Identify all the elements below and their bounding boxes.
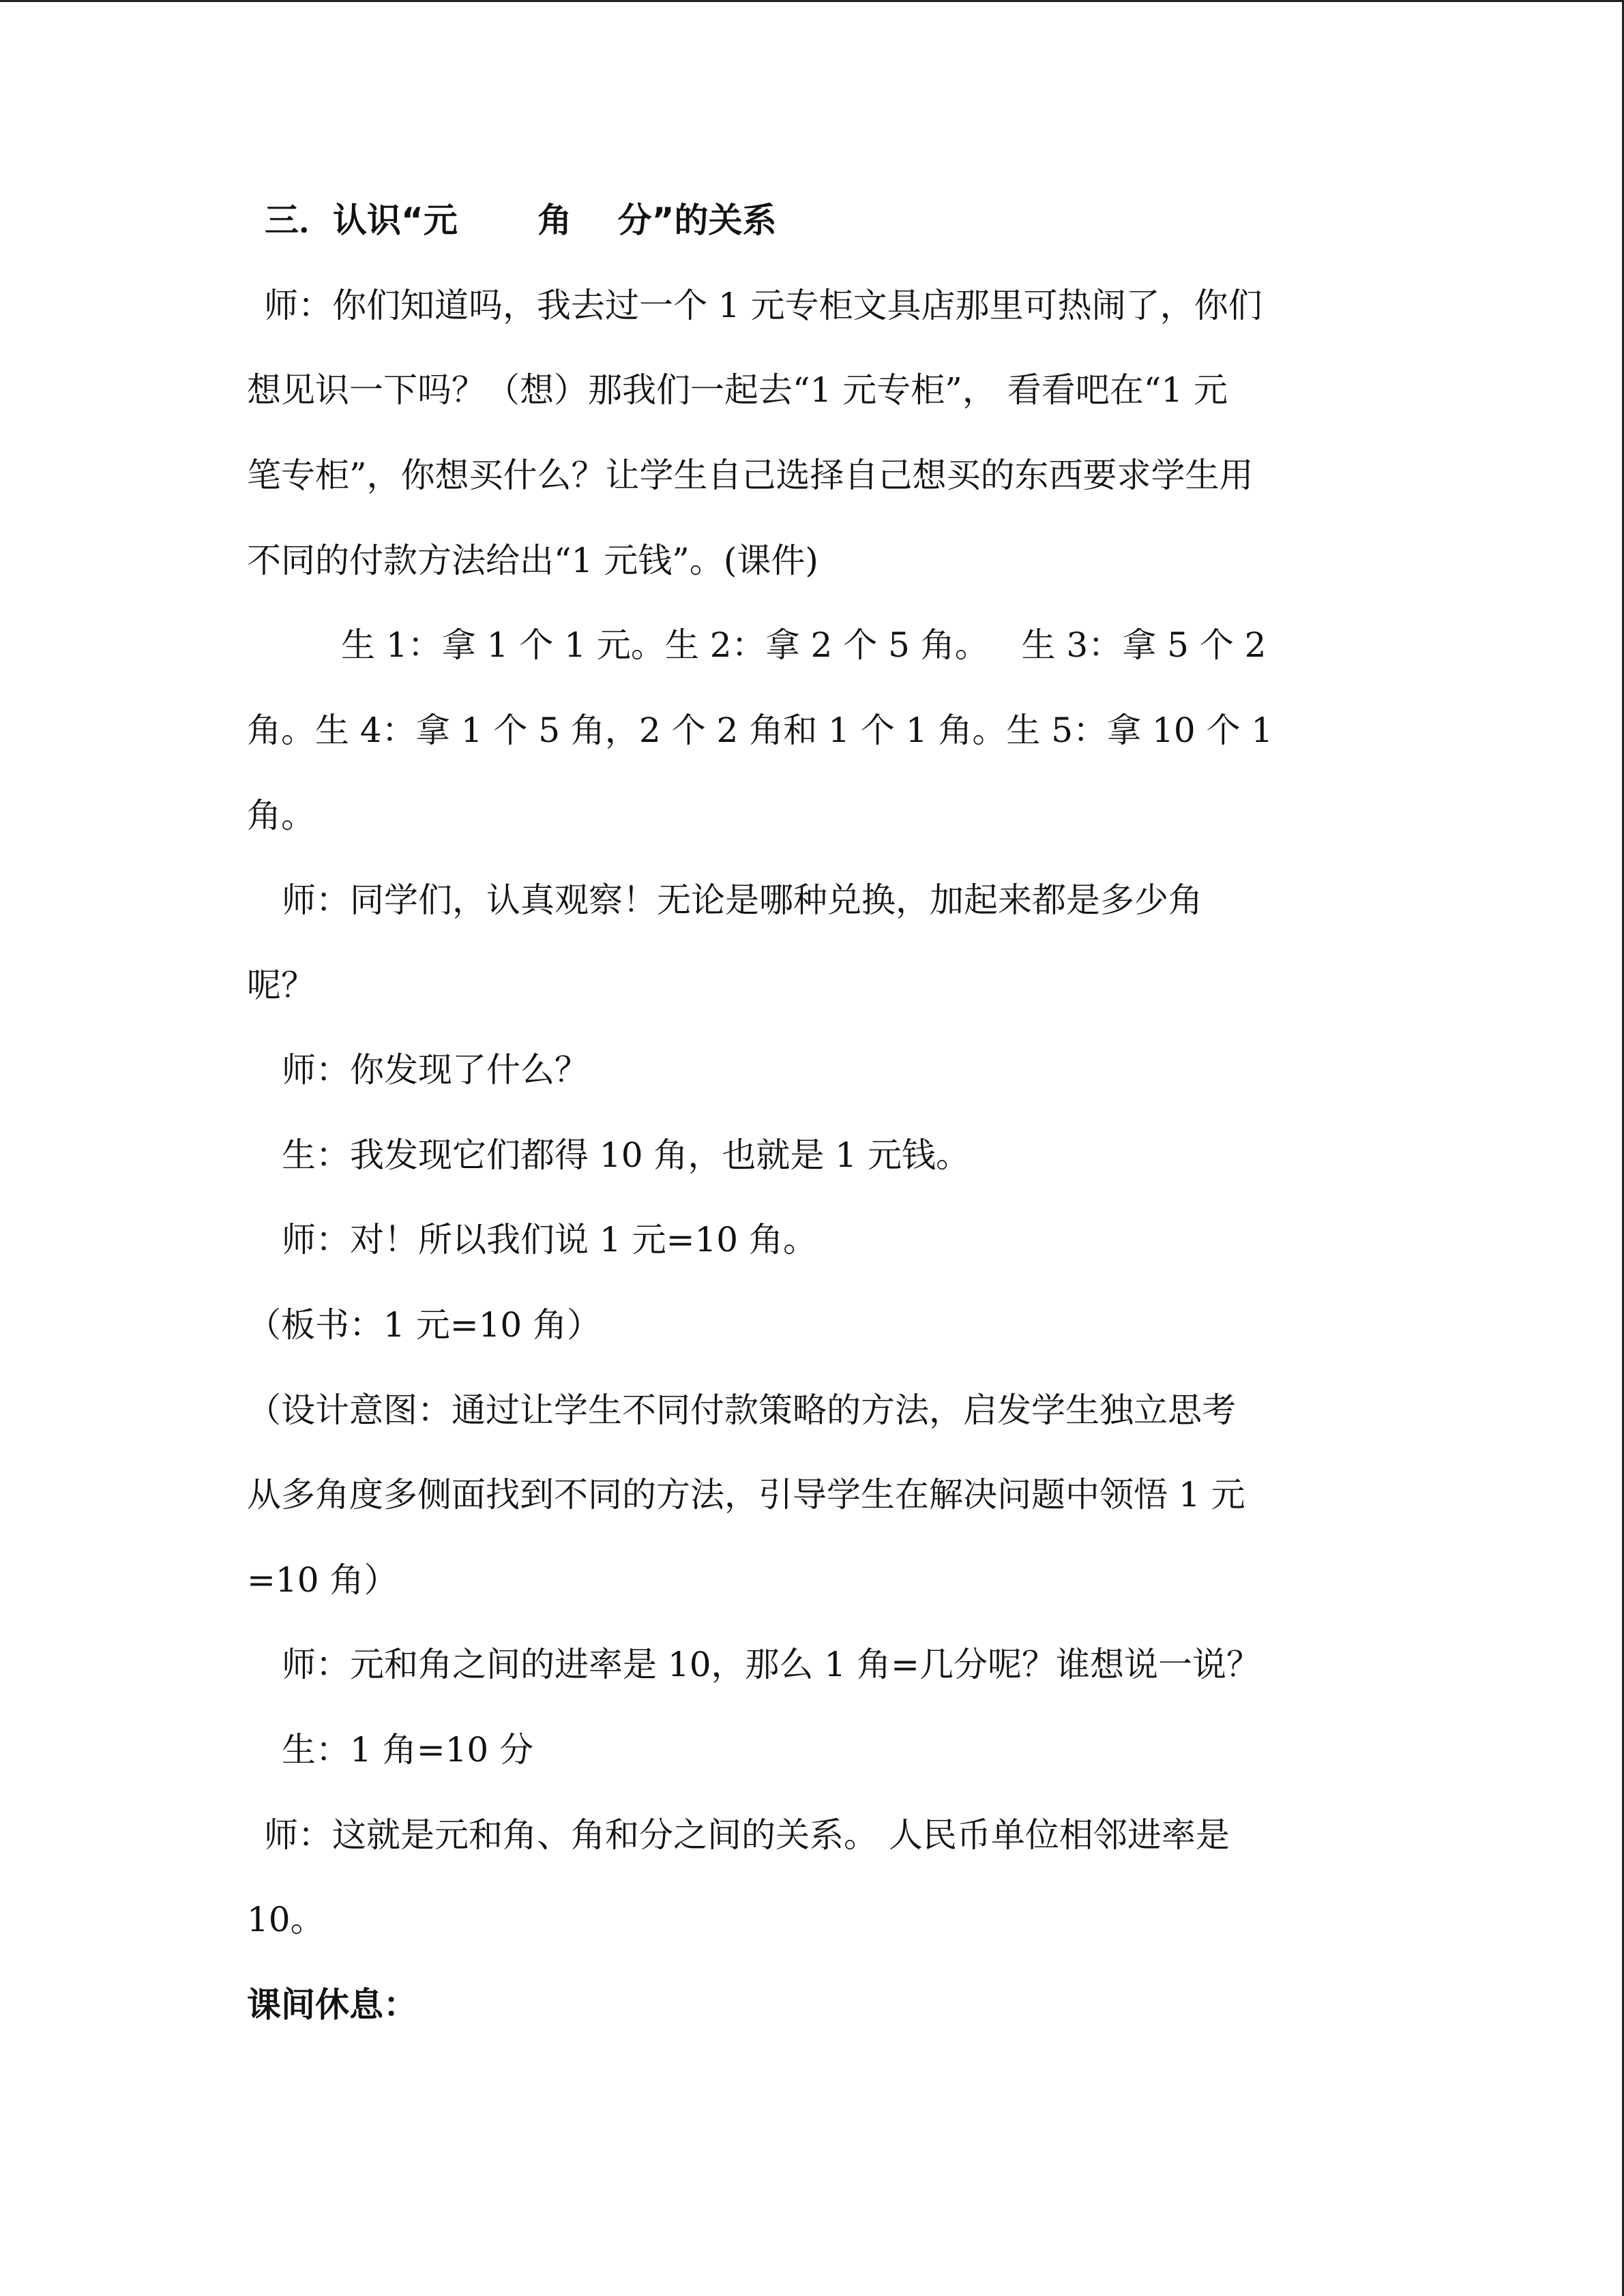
paragraph-line: 师：元和角之间的进率是 10，那么 1 角=几分呢？谁想说一说？: [282, 1645, 1261, 1684]
paragraph-line: 想见识一下吗？（想）那我们一起去“1 元专柜”， 看看吧在“1 元: [247, 370, 1228, 410]
paragraph-line: （板书：1 元=10 角）: [247, 1305, 602, 1345]
paragraph-line: 不同的付款方法给出“1 元钱”。(课件): [247, 541, 818, 580]
paragraph-line: 10。: [247, 1900, 325, 1939]
paragraph-line: 生：1 角=10 分: [282, 1730, 534, 1770]
paragraph-line: =10 角）: [247, 1560, 398, 1600]
page-top-border: [0, 0, 1624, 2]
paragraph-line: 角。: [247, 796, 315, 835]
paragraph-line: 师：这就是元和角、角和分之间的关系。 人民币单位相邻进率是: [264, 1815, 1230, 1855]
section-heading: 三．认识“元 角 分”的关系: [265, 200, 777, 240]
paragraph-line: 笔专柜”，你想买什么？让学生自己选择自己想买的东西要求学生用: [247, 456, 1254, 495]
paragraph-line: 师：对！所以我们说 1 元=10 角。: [282, 1220, 818, 1259]
paragraph-line: 从多角度多侧面找到不同的方法，引导学生在解决问题中领悟 1 元: [247, 1475, 1245, 1515]
paragraph-line: 生：我发现它们都得 10 角，也就是 1 元钱。: [282, 1135, 971, 1175]
paragraph-line: 生 1：拿 1 个 1 元。生 2：拿 2 个 5 角。 生 3：拿 5 个 2: [341, 625, 1267, 665]
paragraph-line: 师：同学们，认真观察！无论是哪种兑换，加起来都是多少角: [282, 880, 1202, 920]
paragraph-line: 角。生 4：拿 1 个 5 角，2 个 2 角和 1 个 1 角。生 5：拿 10 个 1: [247, 711, 1273, 750]
paragraph-line: （设计意图：通过让学生不同付款策略的方法，启发学生独立思考: [247, 1390, 1236, 1430]
paragraph-line: 师：你们知道吗，我去过一个 1 元专柜文具店那里可热闹了，你们: [264, 286, 1263, 325]
paragraph-line: 呢？: [247, 966, 315, 1005]
paragraph-line: 师：你发现了什么？: [282, 1050, 589, 1090]
section-heading: 课间休息：: [247, 1985, 417, 2025]
